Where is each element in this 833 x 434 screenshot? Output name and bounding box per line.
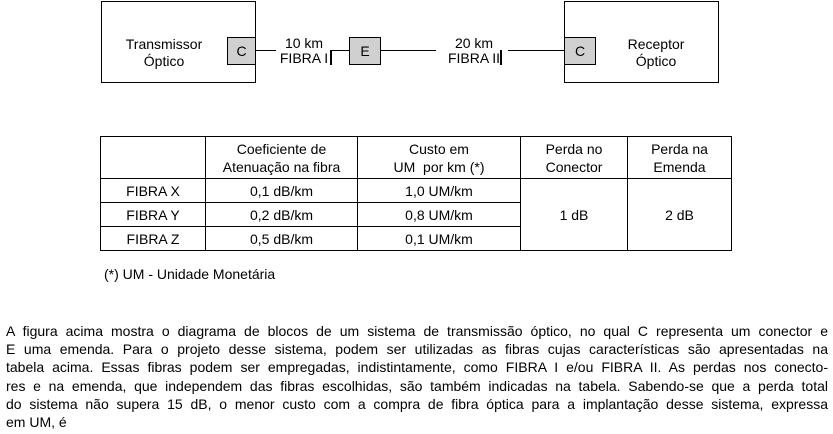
fiber2-name: FIBRA II: [447, 50, 501, 66]
header-cost: [358, 137, 521, 179]
fiber1-length: 10 km: [284, 35, 324, 51]
transmitter-label: [108, 36, 220, 70]
row-attenuation: 0,2 dB/km: [206, 203, 358, 227]
row-cost: 0,8 UM/km: [358, 203, 521, 227]
paragraph-line: E uma emenda. Para o projeto desse sistema, podem ser utilizadas as fibras cujas características são apresentadas na: [6, 341, 828, 358]
header-cost-line1: Custo em: [409, 140, 469, 157]
fiber1-name: FIBRA I: [279, 50, 329, 66]
transmitter-label-line2: Óptico: [143, 53, 185, 69]
header-attenuation: [206, 137, 358, 179]
row-attenuation: 0,1 dB/km: [206, 179, 358, 203]
fiber1-label: [270, 36, 338, 66]
row-fiber-name: FIBRA Y: [101, 203, 206, 227]
fiber2-length: 20 km: [454, 35, 494, 51]
receiver-label: [596, 36, 716, 70]
row-cost: 1,0 UM/km: [358, 179, 521, 203]
fiber2-line-b: [508, 50, 564, 51]
splice-loss-value: 2 dB: [628, 179, 732, 251]
fiber1-line-b: [332, 50, 349, 51]
header-splice-loss: [628, 137, 732, 179]
fiber2-line-a: [381, 50, 436, 51]
paragraph-line: do sistema não supera 15 dB, o menor custo com a compra de fibra óptica para a implantação desse sistema, expressa: [6, 395, 828, 412]
header-splice-loss-line1: Perda na: [651, 140, 708, 157]
header-splice-loss-line2: Emenda: [653, 158, 706, 175]
paragraph-line: tabela acima. Essas fibras podem ser empregadas, indistintamente, como FIBRA I e/ou FIBRA II. As perdas nos conecto-: [6, 359, 828, 376]
header-attenuation-line2: Atenuação na fibra: [222, 158, 341, 175]
transmitter-label-line1: Transmissor: [125, 36, 203, 52]
fiber-spec-table: [100, 136, 732, 251]
footnote: (*) UM - Unidade Monetária: [104, 266, 276, 282]
row-fiber-name: FIBRA X: [101, 179, 206, 203]
connector-left: C: [227, 37, 256, 65]
paragraph-line: em UM, é: [6, 414, 67, 431]
paragraph-line: A figura acima mostra o diagrama de blocos de um sistema de transmissão óptico, no qual C representa um conector e: [6, 323, 828, 339]
table-row: [101, 179, 732, 203]
paragraph-line: res e na emenda, que independem das fibras escolhidas, são também indicadas na tabela. Sabendo-se que a perda total: [6, 377, 828, 394]
fiber1-end-mark: [330, 50, 332, 65]
receiver-label-line2: Óptico: [635, 53, 677, 69]
table-header-row: [101, 137, 732, 179]
header-attenuation-line1: Coeficiente de: [236, 140, 327, 157]
row-fiber-name: FIBRA Z: [101, 227, 206, 251]
row-cost: 0,1 UM/km: [358, 227, 521, 251]
header-empty: [101, 137, 206, 179]
header-connector-loss-line1: Perda no: [545, 140, 603, 157]
question-paragraph: [6, 322, 828, 431]
header-cost-line2: UM por km (*): [393, 158, 485, 175]
receiver-label-line1: Receptor: [627, 36, 685, 52]
header-connector-loss: [521, 137, 628, 179]
splice-box: E: [349, 37, 381, 65]
connector-loss-value: 1 dB: [521, 179, 628, 251]
connector-right: C: [564, 37, 596, 65]
row-attenuation: 0,5 dB/km: [206, 227, 358, 251]
fiber2-end-mark: [500, 50, 502, 65]
header-connector-loss-line2: Conector: [545, 158, 603, 175]
